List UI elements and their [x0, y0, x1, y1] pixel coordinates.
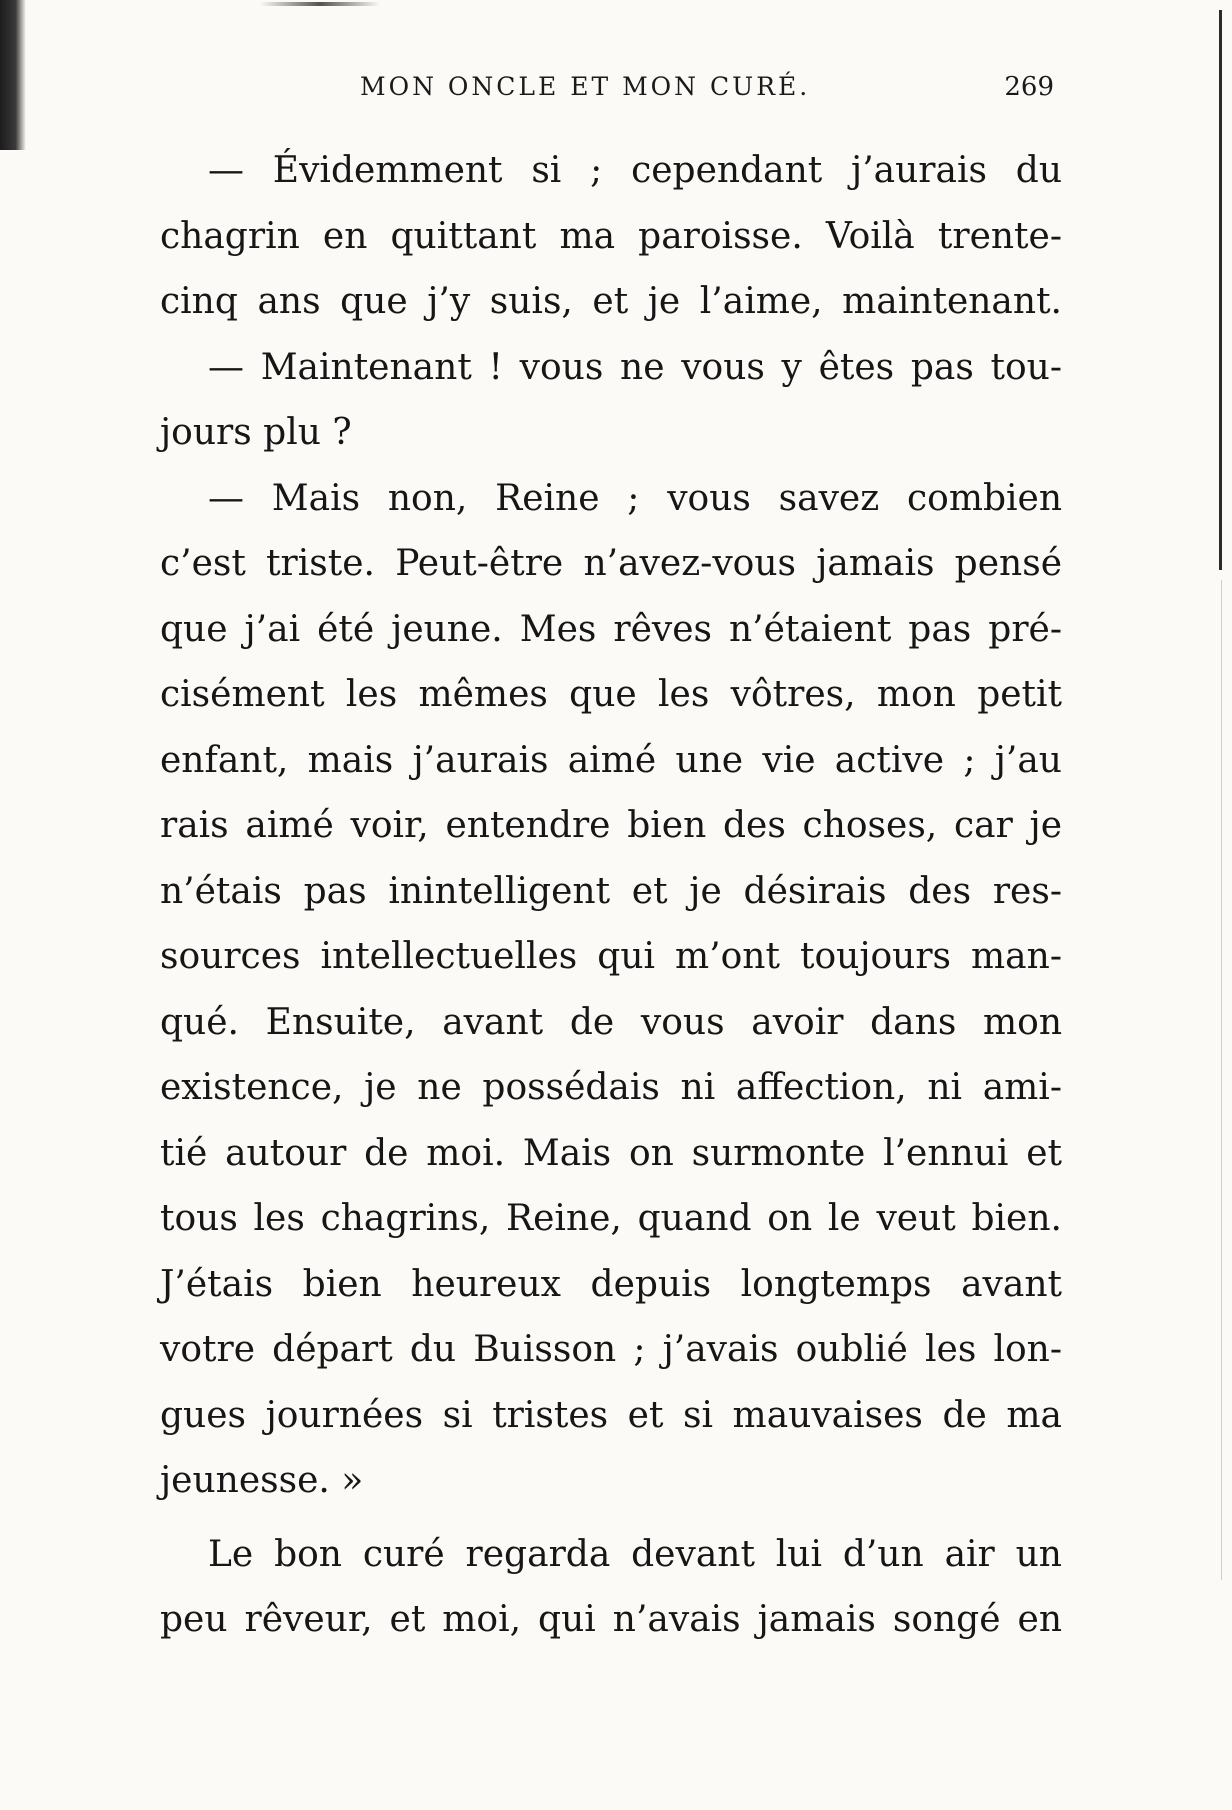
text-line: Le bon curé regarda devant lui d’un air un [208, 1533, 1062, 1575]
text-line: tous les chagrins, Reine, quand on le veut bien. [160, 1198, 1062, 1239]
text-line: rais aimé voir, entendre bien des choses, car je [160, 805, 1062, 846]
text-line: chagrin en quittant ma paroisse. Voilà trente- [160, 215, 1062, 257]
text-line: jeunesse. » [160, 1460, 364, 1501]
running-header [160, 72, 1062, 112]
paragraph-gap [160, 1514, 1062, 1522]
text-line: tié autour de moi. Mais on surmonte l’ennui et [160, 1132, 1062, 1174]
text-line: — Mais non, Reine ; vous savez combien [208, 477, 1062, 519]
scan-right-edge [1219, 10, 1222, 570]
running-header-title: MON ONCLE ET MON CURÉ. [360, 72, 811, 101]
text-line: peu rêveur, et moi, qui n’avais jamais songé en [160, 1599, 1062, 1640]
text-line: que j’ai été jeune. Mes rêves n’étaient pas pré- [160, 608, 1062, 650]
text-line: sources intellectuelles qui m’ont toujours man- [160, 936, 1062, 977]
page-number: 269 [1004, 72, 1054, 102]
body-text [160, 138, 1062, 1653]
text-line: — Maintenant ! vous ne vous y êtes pas tou- [208, 346, 1062, 388]
text-line: cisément les mêmes que les vôtres, mon petit [160, 674, 1062, 715]
text-line: — Évidemment si ; cependant j’aurais du [208, 150, 1062, 191]
text-line: n’étais pas inintelligent et je désirais des res- [160, 870, 1062, 912]
scan-edge-shadow [0, 0, 26, 150]
text-line: cinq ans que j’y suis, et je l’aime, maintenant. [160, 281, 1062, 322]
text-line: existence, je ne possédais ni affection, ni ami- [160, 1067, 1062, 1108]
text-line: votre départ du Buisson ; j’avais oublié les lon- [160, 1329, 1062, 1370]
scan-right-edge-faint [1221, 580, 1222, 1580]
text-line: qué. Ensuite, avant de vous avoir dans mon [160, 1001, 1062, 1043]
text-line: J’étais bien heureux depuis longtemps avant [160, 1263, 1062, 1305]
text-line: gues journées si tristes et si mauvaises de ma [160, 1394, 1062, 1436]
text-line: jours plu ? [160, 412, 352, 453]
text-line: enfant, mais j’aurais aimé une vie active ; j’au [160, 739, 1062, 781]
scan-top-mark [260, 2, 380, 6]
text-line: c’est triste. Peut-être n’avez-vous jamais pensé [160, 543, 1062, 584]
